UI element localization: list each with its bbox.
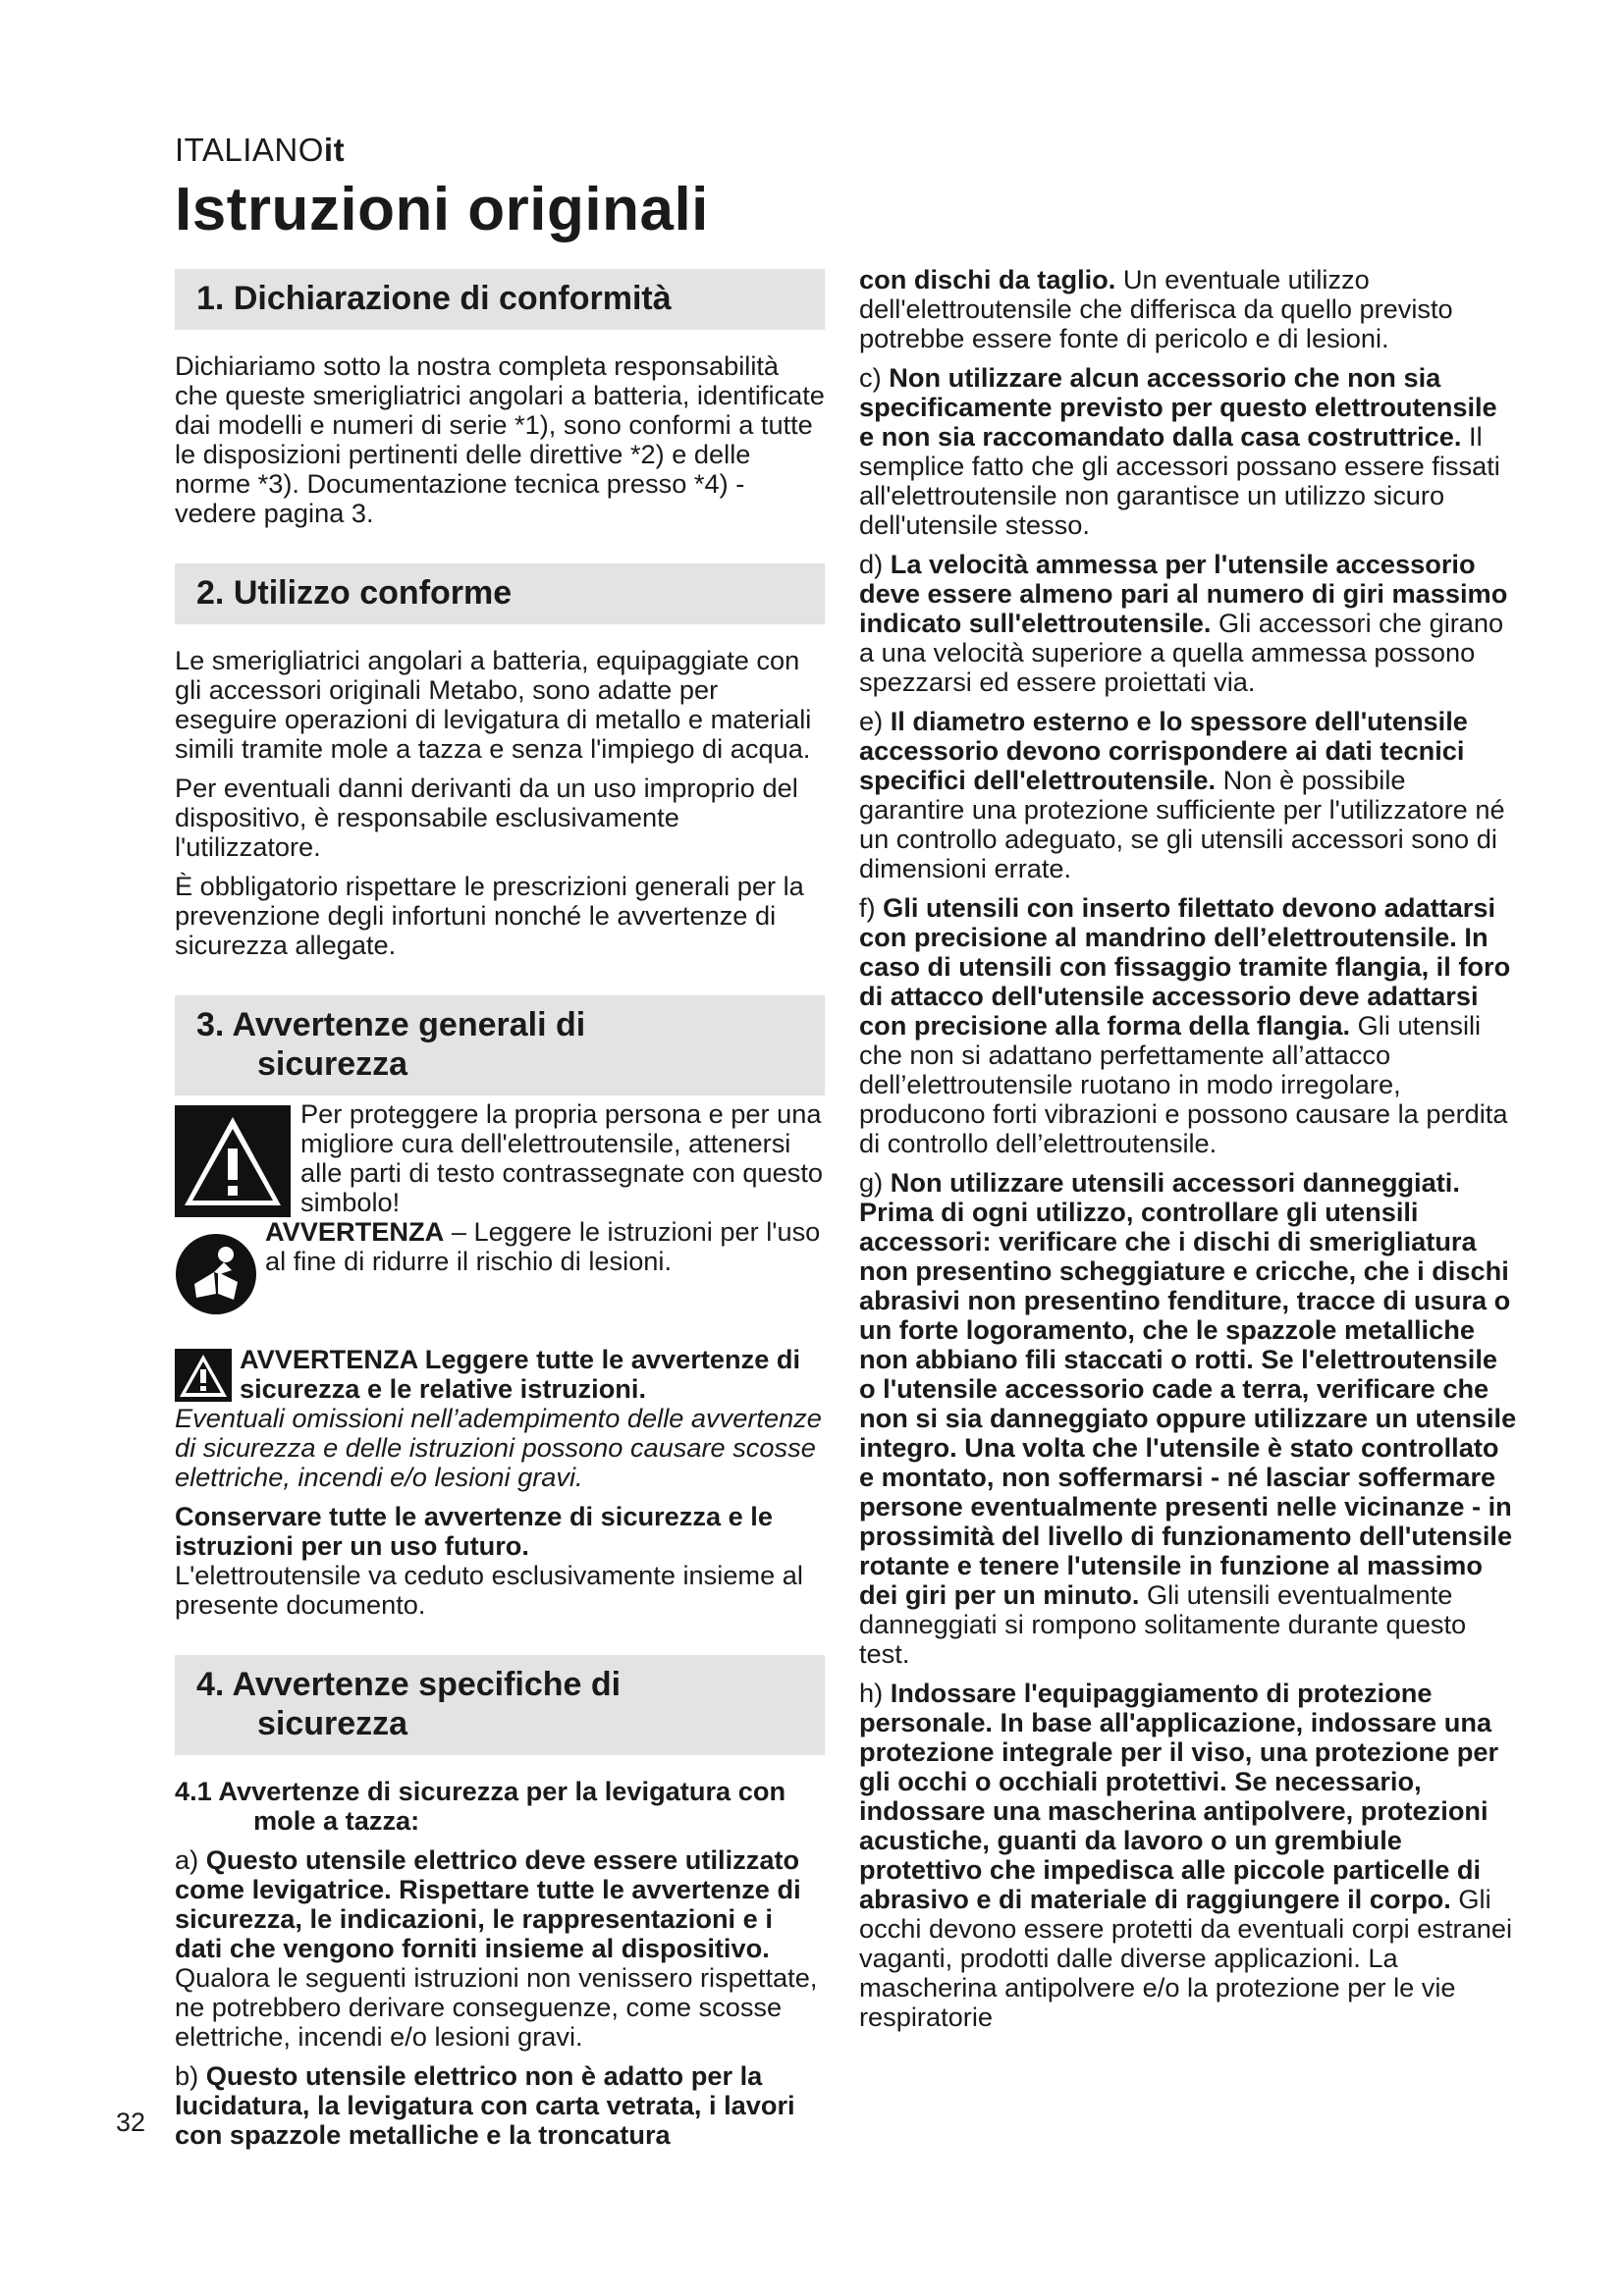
item-c-bold: Non utilizzare alcun accessorio che non sia specificamente previsto per questo elettroutensile e non sia raccomandato dalla casa costruttrice. bbox=[859, 362, 1497, 452]
item-d bbox=[859, 550, 1517, 697]
item-d-bold: La velocità ammessa per l'utensile accessorio deve essere almeno pari al numero di giri massimo indicato sull'elettroutensile. bbox=[859, 549, 1508, 638]
left-column bbox=[175, 263, 825, 2150]
item-f-bold: Gli utensili con inserto filettato devono adattarsi con precisione al mandrino dell’elettroutensile. In caso di utensili con fissaggio tramite flangia, il foro di attacco dell'utensile accessorio deve adattarsi con precisione alla forma della flangia. bbox=[859, 892, 1511, 1041]
section-4-title-line-2: sicurezza bbox=[257, 1705, 408, 1742]
warning-symbol-row bbox=[175, 1095, 825, 1217]
item-f bbox=[859, 893, 1517, 1158]
read-all-warnings-text: AVVERTENZA Leggere tutte le avvertenze di sicurezza e le relative istruzioni. bbox=[240, 1344, 801, 1404]
item-h-text: Gli occhi devono essere protetti da eventuali corpi estranei vaganti, prodotti dalle diverse applicazioni. La mascherina antipolvere e/o la protezione per le vie respiratorie bbox=[859, 1884, 1512, 2032]
section-4-number: 4. bbox=[196, 1666, 225, 1703]
section-1-number: 1. bbox=[196, 280, 225, 317]
section-3-heading bbox=[175, 995, 825, 1095]
section-1-title: Dichiarazione di conformità bbox=[233, 280, 672, 317]
read-all-warnings-row bbox=[175, 1345, 825, 1404]
item-h-bold: Indossare l'equipaggiamento di protezione personale. In base all'applicazione, indossare una protezione integrale per il viso, una protezione per gli occhi o occhiali protettivi. Se necessario, indossare una mascherina antipolvere, protezioni acustiche, guanti da lavoro o un grembiule protettivo che impedisca alle piccole particelle di abrasivo e di materiale di raggiungere il corpo. bbox=[859, 1678, 1499, 1914]
section-2-heading bbox=[175, 563, 825, 624]
item-a bbox=[175, 1845, 825, 2052]
item-c-label: c) bbox=[859, 362, 890, 393]
item-e-bold: Il diametro esterno e lo spessore dell'utensile accessorio devono corrispondere ai dati tecnici specifici dell'elettroutensile. bbox=[859, 706, 1468, 795]
item-b-continued bbox=[859, 265, 1517, 353]
item-b-bold-left: Questo utensile elettrico non è adatto per la lucidatura, la levigatura con carta vetrata, i lavori con spazzole metalliche e la troncatura bbox=[175, 2060, 795, 2150]
read-manual-text bbox=[265, 1217, 825, 1276]
omissions-warning: Eventuali omissioni nell’adempimento delle avvertenze di sicurezza e delle istruzioni possono causare scosse elettriche, incendi e/o lesioni gravi. bbox=[175, 1403, 822, 1492]
item-e-text: Non è possibile garantire una protezione sufficiente per l'utilizzatore né un controllo adeguato, se gli utensili accessori sono di dimensioni errate. bbox=[859, 765, 1505, 883]
item-d-text: Gli accessori che girano a una velocità superiore a quella ammessa possono spezzarsi ed essere proiettati via. bbox=[859, 608, 1504, 697]
read-manual-icon bbox=[175, 1233, 257, 1315]
keep-warnings-text: Conservare tutte le avvertenze di sicurezza e le istruzioni per un uso futuro. bbox=[175, 1501, 773, 1561]
item-c bbox=[859, 363, 1517, 540]
item-g bbox=[859, 1168, 1517, 1669]
language-label bbox=[175, 132, 345, 169]
section-3-title-line-1: Avvertenze generali di bbox=[232, 1006, 586, 1043]
section-2-title: Utilizzo conforme bbox=[233, 574, 513, 612]
section-3-number: 3. bbox=[196, 1006, 225, 1043]
item-e bbox=[859, 707, 1517, 883]
item-g-label: g) bbox=[859, 1167, 891, 1198]
item-f-label: f) bbox=[859, 892, 884, 923]
item-b-start bbox=[175, 2061, 825, 2150]
section-2-paragraph-2: Per eventuali danni derivanti da un uso improprio del dispositivo, è responsabile esclusivamente l'utilizzatore. bbox=[175, 773, 798, 862]
section-2-paragraph-1: Le smerigliatrici angolari a batteria, equipaggiate con gli accessori originali Metabo, sono adatte per eseguire operazioni di levigatura di metallo e materiali simili tramite mole a tazza e senza l'impiego di acqua. bbox=[175, 645, 812, 764]
page-number: 32 bbox=[116, 2108, 146, 2137]
item-a-bold: Questo utensile elettrico deve essere utilizzato come levigatrice. Rispettare tutte le avvertenze di sicurezza, le indicazioni, le rappresentazioni e i dati che vengono forniti insieme al dispositivo. bbox=[175, 1844, 801, 1963]
read-manual-label: AVVERTENZA bbox=[265, 1216, 445, 1247]
section-1-heading bbox=[175, 269, 825, 330]
item-g-bold: Non utilizzare utensili accessori danneggiati. Prima di ogni utilizzo, controllare gli utensili accessori: verificare che i dischi di smerigliatura non presentino scheggiature e cricche, che i dischi abrasivi non presentino fenditure, tracce di usura o un forte logoramento, che le spazzole metalliche non abbiano fili staccati o rotti. Se l'elettroutensile o l'utensile accessorio cade a terra, verificare che non si sia danneggiato oppure utilizzare un utensile integro. Una volta che l'utensile è stato controllato e montato, non soffermarsi - né lasciar soffermare persone eventualmente presenti nelle vicinanze - in prossimità del livello di funzionamento dell'utensile rotante e tenere l'utensile in funzione al massimo dei giri per un minuto. bbox=[859, 1167, 1517, 1610]
item-b-bold-right: con dischi da taglio. bbox=[859, 264, 1116, 294]
section-3-title-line-2: sicurezza bbox=[257, 1045, 408, 1083]
language-code: it bbox=[323, 132, 346, 168]
item-b-text: Un eventuale utilizzo dell'elettroutensile che differisca da quello previsto potrebbe essere fonte di pericolo e di lesioni. bbox=[859, 264, 1453, 353]
item-h bbox=[859, 1679, 1517, 2032]
read-manual-body: – Leggere le istruzioni per l'uso al fine di ridurre il rischio di lesioni. bbox=[265, 1216, 821, 1276]
item-b-label: b) bbox=[175, 2060, 206, 2091]
item-d-label: d) bbox=[859, 549, 891, 579]
item-c-text: Il semplice fatto che gli accessori possano essere fissati all'elettroutensile non garantisce un utilizzo sicuro dell'utensile stesso. bbox=[859, 421, 1500, 540]
warning-symbol-text: Per proteggere la propria persona e per una migliore cura dell'elettroutensile, attenersi alle parti di testo contrassegnate con questo simbolo! bbox=[300, 1098, 824, 1217]
section-2-number: 2. bbox=[196, 574, 225, 612]
warning-sign-icon bbox=[175, 1105, 291, 1217]
item-a-label: a) bbox=[175, 1844, 206, 1875]
subsection-4-1-heading: 4.1 Avvertenze di sicurezza per la levigatura con mole a tazza: bbox=[175, 1776, 786, 1836]
language-name: ITALIANO bbox=[175, 132, 324, 168]
page-title: Istruzioni originali bbox=[175, 176, 709, 243]
item-f-text: Gli utensili che non si adattano perfettamente all’attacco dell’elettroutensile ruotano in modo irregolare, producono forti vibrazioni e possono causare la perdita di controllo dell’elettroutensile. bbox=[859, 1010, 1508, 1158]
item-e-label: e) bbox=[859, 706, 891, 736]
item-h-label: h) bbox=[859, 1678, 891, 1708]
section-4-heading bbox=[175, 1655, 825, 1755]
item-a-text: Qualora le seguenti istruzioni non venissero rispettate, ne potrebbero derivare conseguenze, come scosse elettriche, incendi e/o lesioni gravi. bbox=[175, 1962, 818, 2052]
small-warning-icon bbox=[175, 1349, 232, 1402]
section-2-paragraph-3: È obbligatorio rispettare le prescrizioni generali per la prevenzione degli infortuni nonché le avvertenze di sicurezza allegate. bbox=[175, 871, 804, 960]
section-4-title-line-1: Avvertenze specifiche di bbox=[232, 1666, 622, 1703]
handover-text: L'elettroutensile va ceduto esclusivamente insieme al presente documento. bbox=[175, 1560, 803, 1620]
read-manual-row bbox=[175, 1217, 825, 1315]
section-1-text: Dichiariamo sotto la nostra completa responsabilità che queste smerigliatrici angolari a batteria, identificate dai modelli e numeri di serie *1), sono conformi a tutte le disposizioni pertinenti delle direttive *2) e delle norme *3). Documentazione tecnica presso *4) - vedere pagina 3. bbox=[175, 350, 825, 528]
item-g-text: Gli utensili eventualmente danneggiati si rompono solitamente durante questo test. bbox=[859, 1579, 1467, 1669]
right-column bbox=[859, 265, 1517, 2032]
